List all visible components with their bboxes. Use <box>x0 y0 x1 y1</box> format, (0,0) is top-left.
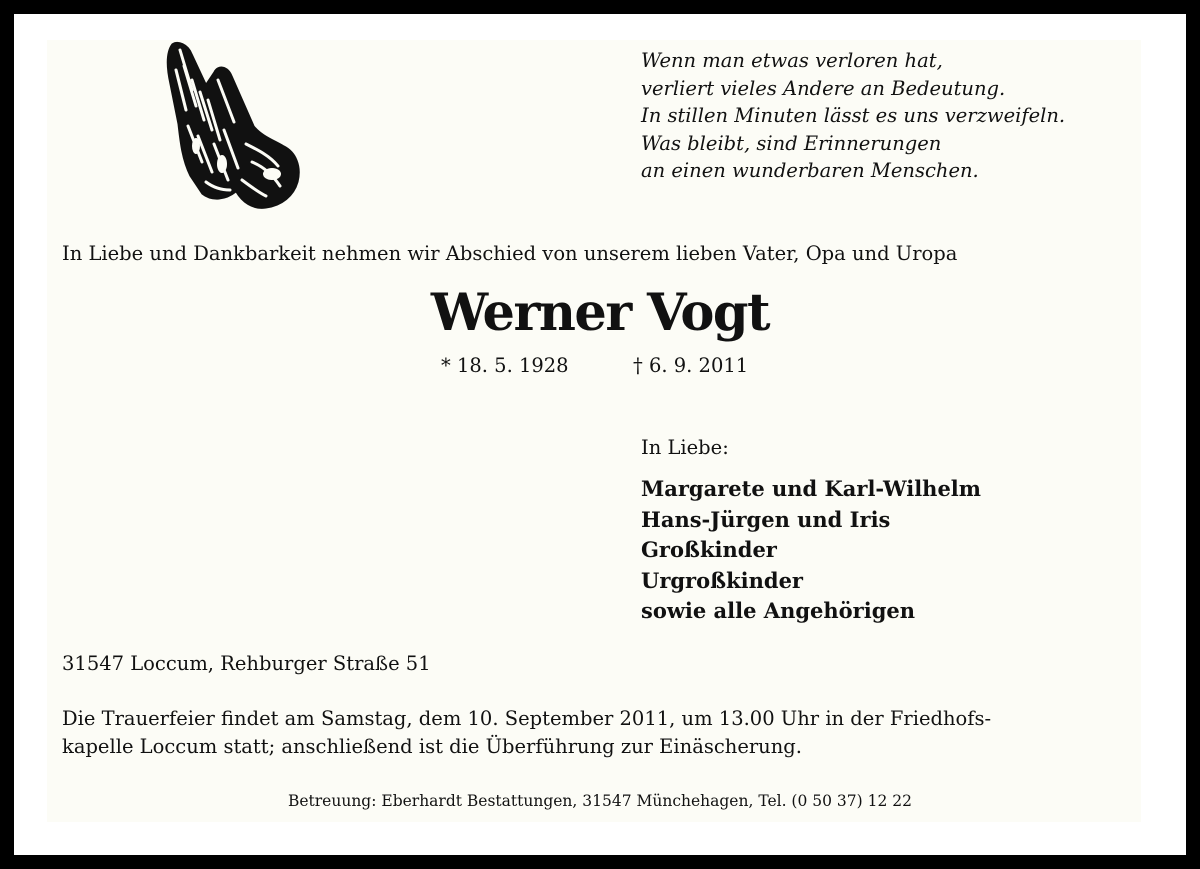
mourner-name: sowie alle Angehörigen <box>641 598 916 623</box>
funeral-line: Die Trauerfeier findet am Samstag, dem 10. September 2011, um 13.00 Uhr in der Friedhofs- <box>62 707 992 730</box>
funeral-line: kapelle Loccum statt; anschließend ist die Überführung zur Einäscherung. <box>62 735 802 758</box>
poem-line: verliert vieles Andere an Bedeutung. <box>641 76 1006 100</box>
poem <box>641 47 1065 185</box>
mourner-name: Margarete und Karl-Wilhelm <box>641 476 981 501</box>
funeral-notice <box>62 705 991 761</box>
birth-date: * 18. 5. 1928 <box>441 354 569 377</box>
poem-line: Was bleibt, sind Erinnerungen <box>641 131 942 155</box>
poem-line: In stillen Minuten lässt es uns verzweifeln. <box>641 104 1066 127</box>
funeral-home-credit: Betreuung: Eberhardt Bestattungen, 31547 Münchehagen, Tel. (0 50 37) 12 22 <box>287 792 912 810</box>
address: 31547 Loccum, Rehburger Straße 51 <box>62 652 431 675</box>
mourners-label: In Liebe: <box>641 436 729 459</box>
intro-text: In Liebe und Dankbarkeit nehmen wir Abschied von unserem lieben Vater, Opa und Uropa <box>62 242 958 265</box>
mourner-name: Urgroßkinder <box>641 567 803 593</box>
mourner-name: Großkinder <box>641 537 777 562</box>
poem-line: Wenn man etwas verloren hat, <box>641 49 943 72</box>
poem-line: an einen wunderbaren Menschen. <box>641 159 979 182</box>
mourner-name: Hans-Jürgen und Iris <box>641 506 891 532</box>
praying-hands-icon <box>162 40 307 212</box>
deceased-name: Werner Vogt <box>430 283 770 343</box>
mourners-list <box>641 474 981 627</box>
death-date: † 6. 9. 2011 <box>633 354 749 377</box>
